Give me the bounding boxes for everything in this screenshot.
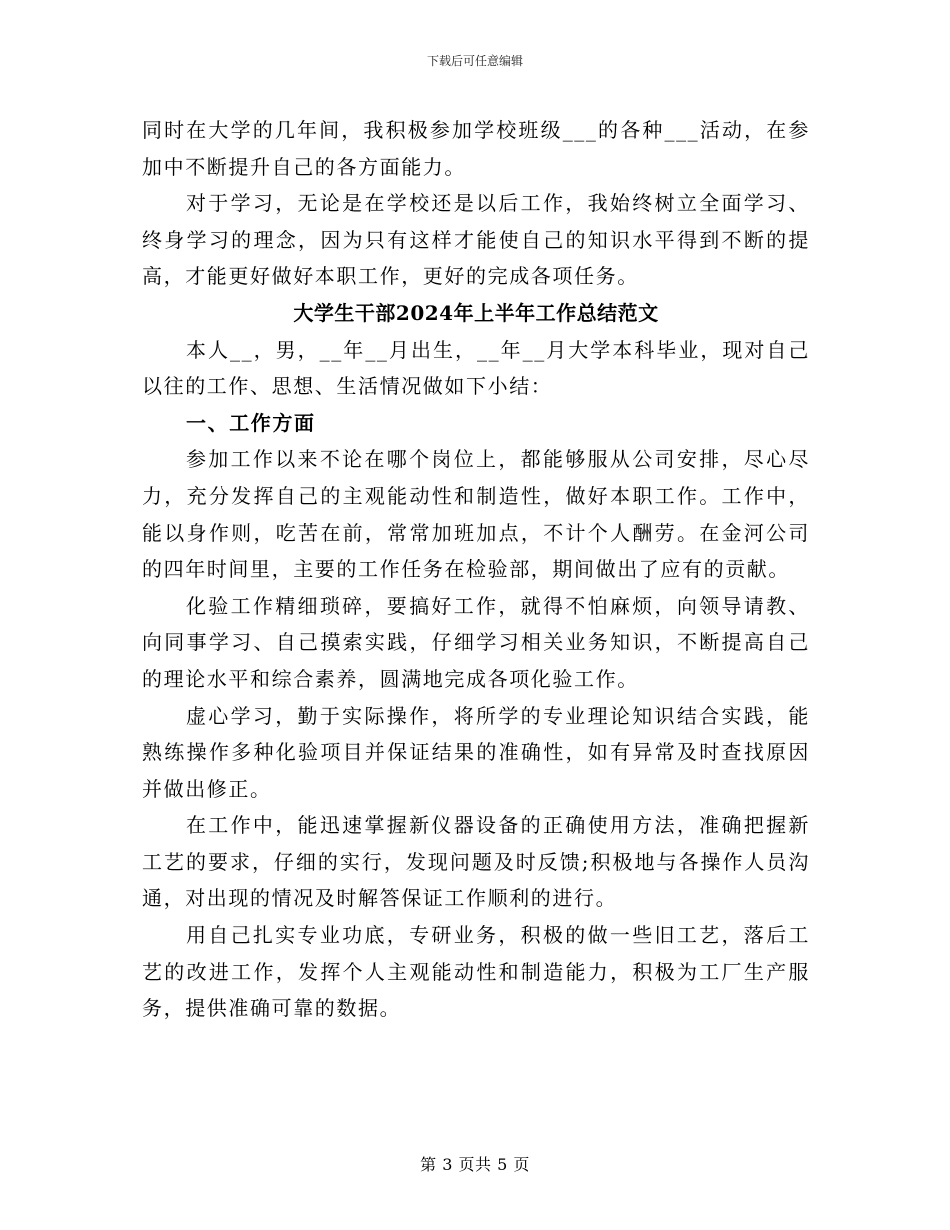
- paragraph-study: 对于学习，无论是在学校还是以后工作，我始终树立全面学习、终身学习的理念，因为只有这样才能使自己的知识水平得到不断的提高，才能更好做好本职工作，更好的完成各项任务。: [142, 191, 810, 289]
- section-heading-work: 一、工作方面: [186, 410, 316, 435]
- paragraph-learning: 虚心学习，勤于实际操作，将所学的专业理论知识结合实践，能熟练操作多种化验项目并保证结果的准确性，如有异常及时查找原因并做出修正。: [142, 703, 810, 801]
- paragraph-improvement: 用自己扎实专业功底，专研业务，积极的做一些旧工艺，落后工艺的改进工作，发挥个人主观能动性和制造能力，积极为工厂生产服务，提供准确可靠的数据。: [142, 923, 810, 1021]
- paragraph-equipment: 在工作中，能迅速掌握新仪器设备的正确使用方法，准确把握新工艺的要求，仔细的实行，发现问题及时反馈;积极地与各操作人员沟通，对出现的情况及时解答保证工作顺利的进行。: [142, 813, 810, 911]
- page-header: 下载后可任意编辑: [426, 54, 523, 68]
- page-number: 第 3 页共 5 页: [420, 1155, 530, 1174]
- paragraph-activities: 同时在大学的几年间，我积极参加学校班级___的各种___活动，在参加中不断提升自己的各方面能力。: [142, 118, 810, 179]
- paragraph-intro: 本人__，男，__年__月出生，__年__月大学本科毕业，现对自己以往的工作、思想、生活情况做如下小结：: [142, 337, 810, 399]
- paragraph-work-attitude: 参加工作以来不论在哪个岗位上，都能够服从公司安排，尽心尽力，充分发挥自己的主观能动性和制造性，做好本职工作。工作中，能以身作则，吃苦在前，常常加班加点，不计个人酬劳。在金河公司的四年时间里，主要的工作任务在检验部，期间做出了应有的贡献。: [142, 447, 810, 582]
- document-body: [142, 112, 810, 1027]
- paragraph-lab-work: 化验工作精细琐碎，要搞好工作，就得不怕麻烦，向领导请教、向同事学习、自己摸索实践，仔细学习相关业务知识，不断提高自己的理论水平和综合素养，圆满地完成各项化验工作。: [142, 593, 810, 691]
- document-title: 大学生干部2024年上半年工作总结范文: [293, 300, 659, 325]
